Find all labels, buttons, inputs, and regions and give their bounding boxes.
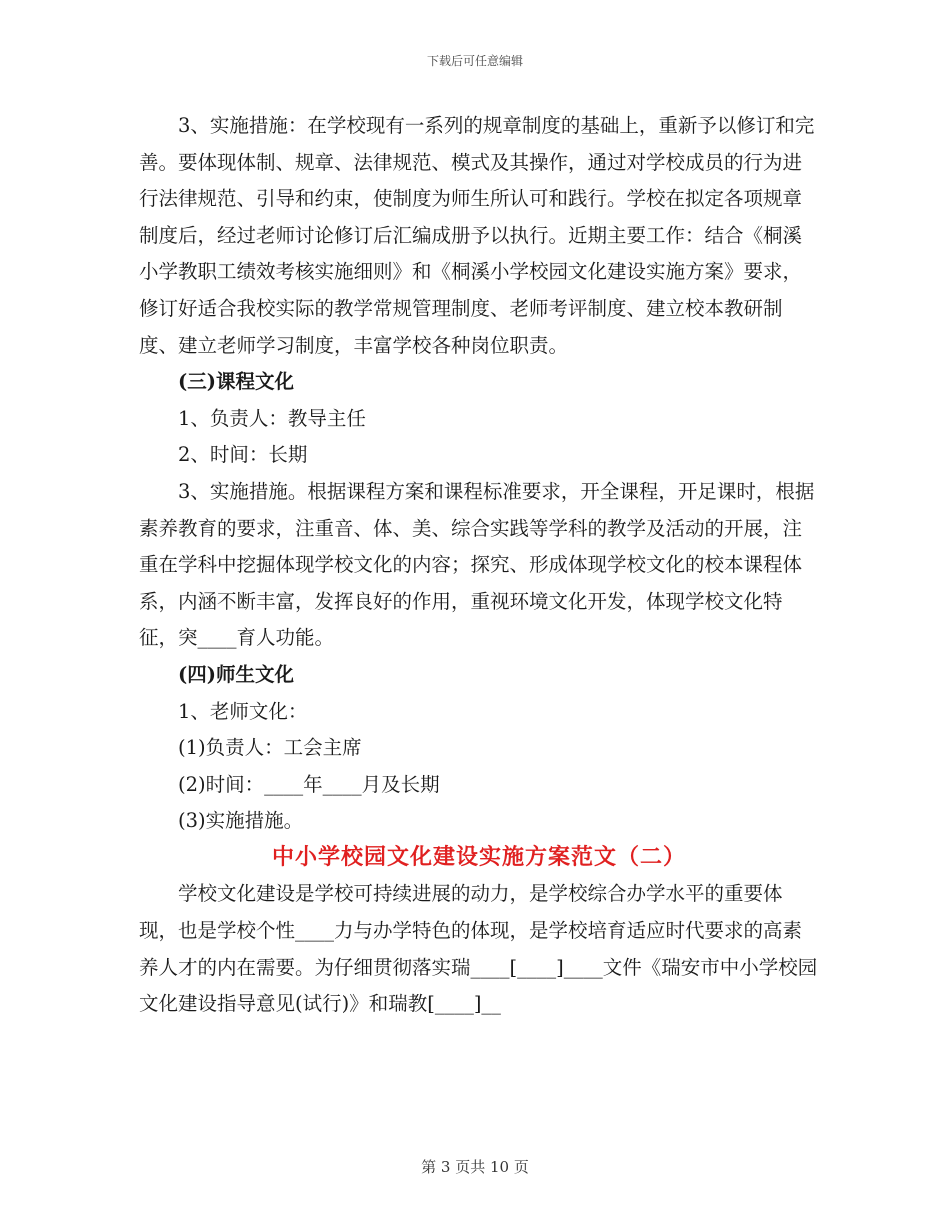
page-header: 下载后可任意编辑 (426, 54, 523, 68)
paragraph-curriculum-owner: 1、负责人：教导主任 (178, 406, 366, 430)
document-body (139, 108, 819, 1023)
paragraph-rules-measures: 3、实施措施：在学校现有一系列的规章制度的基础上，重新予以修订和完善。要体现体制、规章、法律规范、模式及其操作，通过对学校成员的行为进行法律规范、引导和约束，使制度为师生所认可和践行。学校在拟定各项规章制度后，经过老师讨论修订后汇编成册予以执行。近期主要工作：结合《桐溪小学教职工绩效考核实施细则》和《桐溪小学校园文化建设实施方案》要求，修订好适合我校实际的教学常规管理制度、老师考评制度、建立校本教研制度、建立老师学习制度，丰富学校各种岗位职责。 (139, 114, 815, 357)
paragraph-teacher-owner: (1)负责人：工会主席 (178, 736, 362, 760)
paragraph-intro-part-two: 学校文化建设是学校可持续进展的动力，是学校综合办学水平的重要体现，也是学校个性____力与办学特色的体现，是学校培育适应时代要求的高素养人才的内在需要。为仔细贯彻落实瑞____[____]____文件《瑞安市中小学校园文化建设指导意见(试行)》和瑞教[____]__ (139, 882, 818, 1016)
paragraph-teacher-culture: 1、老师文化： (178, 699, 308, 723)
paragraph-teacher-measures: (3)实施措施。 (178, 809, 304, 833)
paragraph-curriculum-time: 2、时间：长期 (178, 443, 308, 467)
paragraph-curriculum-measures: 3、实施措施。根据课程方案和课程标准要求，开全课程，开足课时，根据素养教育的要求，注重音、体、美、综合实践等学科的教学及活动的开展，注重在学科中挖掘体现学校文化的内容；探究、形成体现学校文化的校本课程体系，内涵不断丰富，发挥良好的作用，重视环境文化开发，体现学校文化特征，突____育人功能。 (139, 479, 815, 650)
section-heading-curriculum: (三)课程文化 (178, 370, 294, 394)
paragraph-teacher-time: (2)时间：____年____月及长期 (178, 772, 440, 796)
document-title-part-two: 中小学校园文化建设实施方案范文（二） (271, 844, 686, 870)
section-heading-teacher-student: (四)师生文化 (178, 662, 294, 686)
page-footer: 第 3 页共 10 页 (421, 1158, 529, 1176)
